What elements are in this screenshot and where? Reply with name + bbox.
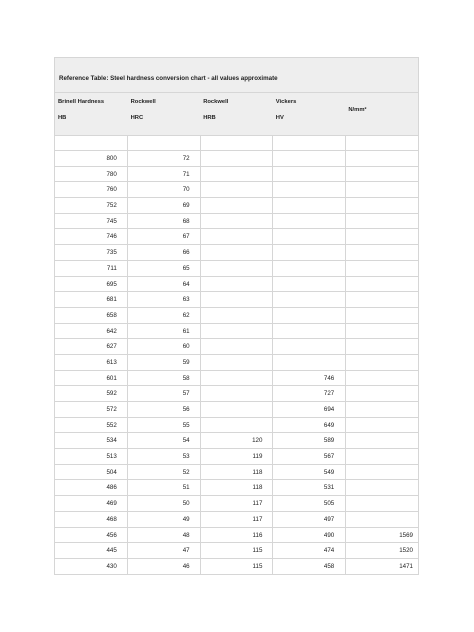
table-cell: 61 xyxy=(128,324,201,340)
table-cell: 118 xyxy=(201,465,274,481)
table-cell: 47 xyxy=(128,543,201,559)
table-cell xyxy=(346,214,419,230)
table-cell: 746 xyxy=(55,229,128,245)
table-cell: 468 xyxy=(55,512,128,528)
table-cell xyxy=(201,167,274,183)
table-row xyxy=(55,418,419,434)
table-cell: 55 xyxy=(128,418,201,434)
table-row xyxy=(55,465,419,481)
table-cell: 49 xyxy=(128,512,201,528)
table-cell xyxy=(346,261,419,277)
table-cell: 116 xyxy=(201,528,274,544)
table-cell xyxy=(273,277,346,293)
table-cell: 627 xyxy=(55,339,128,355)
table-cell: 52 xyxy=(128,465,201,481)
header-unit: HB xyxy=(58,115,67,121)
table-cell: 1520 xyxy=(346,543,419,559)
table-cell: 642 xyxy=(55,324,128,340)
table-cell xyxy=(346,245,419,261)
table-cell: 1471 xyxy=(346,559,419,575)
table-cell: 65 xyxy=(128,261,201,277)
table-cell: 695 xyxy=(55,277,128,293)
table-cell: 118 xyxy=(201,480,274,496)
table-cell xyxy=(346,167,419,183)
table-row xyxy=(55,355,419,371)
table-cell: 56 xyxy=(128,402,201,418)
table-row xyxy=(55,559,419,575)
table-cell: 589 xyxy=(273,433,346,449)
table-cell xyxy=(346,136,419,151)
table-cell: 505 xyxy=(273,496,346,512)
table-cell xyxy=(201,214,274,230)
table-cell: 572 xyxy=(55,402,128,418)
header-tensile xyxy=(345,93,418,135)
table-cell xyxy=(346,449,419,465)
table-cell xyxy=(346,277,419,293)
table-cell xyxy=(346,480,419,496)
table-cell: 567 xyxy=(273,449,346,465)
header-vickers xyxy=(273,93,346,135)
table-cell: 64 xyxy=(128,277,201,293)
table-row xyxy=(55,449,419,465)
table-cell: 117 xyxy=(201,496,274,512)
table-cell xyxy=(201,277,274,293)
table-cell xyxy=(346,182,419,198)
table-cell: 601 xyxy=(55,371,128,387)
table-cell: 54 xyxy=(128,433,201,449)
header-rockwell-hrc xyxy=(128,93,201,135)
header-label: Brinell Hardness xyxy=(58,99,105,105)
table-row xyxy=(55,339,419,355)
table-row xyxy=(55,402,419,418)
table-row xyxy=(55,245,419,261)
table-cell xyxy=(346,386,419,402)
table-cell xyxy=(346,308,419,324)
table-cell: 658 xyxy=(55,308,128,324)
table-cell xyxy=(346,355,419,371)
empty-row xyxy=(55,136,419,151)
table-cell: 115 xyxy=(201,543,274,559)
table-cell xyxy=(346,512,419,528)
table-cell xyxy=(273,339,346,355)
table-cell: 67 xyxy=(128,229,201,245)
table-cell: 534 xyxy=(55,433,128,449)
table-cell xyxy=(201,355,274,371)
table-cell: 57 xyxy=(128,386,201,402)
table-row xyxy=(55,308,419,324)
table-cell: 711 xyxy=(55,261,128,277)
table-cell xyxy=(346,339,419,355)
table-cell: 800 xyxy=(55,151,128,167)
table-row xyxy=(55,292,419,308)
table-cell: 694 xyxy=(273,402,346,418)
table-cell: 552 xyxy=(55,418,128,434)
table-cell: 53 xyxy=(128,449,201,465)
table-title: Reference Table: Steel hardness conversion chart - all values approximate xyxy=(54,57,419,93)
table-cell xyxy=(346,371,419,387)
table-cell: 117 xyxy=(201,512,274,528)
table-cell xyxy=(201,261,274,277)
header-label: Vickers xyxy=(275,99,297,105)
table-cell: 68 xyxy=(128,214,201,230)
table-cell xyxy=(201,418,274,434)
table-cell xyxy=(273,167,346,183)
table-cell: 46 xyxy=(128,559,201,575)
table-cell: 71 xyxy=(128,167,201,183)
table-header xyxy=(54,93,419,136)
table-cell xyxy=(273,214,346,230)
table-cell: 592 xyxy=(55,386,128,402)
table-cell xyxy=(346,292,419,308)
table-cell: 63 xyxy=(128,292,201,308)
table-cell: 66 xyxy=(128,245,201,261)
table-cell: 48 xyxy=(128,528,201,544)
table-cell: 752 xyxy=(55,198,128,214)
table-cell: 458 xyxy=(273,559,346,575)
table-cell: 69 xyxy=(128,198,201,214)
table-cell xyxy=(273,324,346,340)
table-row xyxy=(55,433,419,449)
header-unit: HRC xyxy=(130,115,144,121)
table-cell xyxy=(273,292,346,308)
table-cell: 549 xyxy=(273,465,346,481)
table-cell xyxy=(201,292,274,308)
table-cell: 50 xyxy=(128,496,201,512)
table-cell xyxy=(273,245,346,261)
table-cell xyxy=(346,433,419,449)
header-unit: HV xyxy=(275,115,284,121)
table-cell: 72 xyxy=(128,151,201,167)
table-row xyxy=(55,277,419,293)
table-cell: 456 xyxy=(55,528,128,544)
table-cell xyxy=(201,229,274,245)
table-cell: 70 xyxy=(128,182,201,198)
table-row xyxy=(55,371,419,387)
table-cell xyxy=(346,465,419,481)
table-cell xyxy=(201,136,274,151)
table-row xyxy=(55,261,419,277)
table-cell: 445 xyxy=(55,543,128,559)
table-row xyxy=(55,480,419,496)
table-cell xyxy=(201,339,274,355)
hardness-table xyxy=(54,57,419,575)
table-cell: 119 xyxy=(201,449,274,465)
table-cell xyxy=(201,245,274,261)
table-cell: 735 xyxy=(55,245,128,261)
table-cell xyxy=(273,229,346,245)
table-row xyxy=(55,386,419,402)
table-cell xyxy=(346,198,419,214)
table-cell xyxy=(273,261,346,277)
table-cell xyxy=(128,136,201,151)
table-cell xyxy=(273,198,346,214)
table-row xyxy=(55,182,419,198)
table-cell: 58 xyxy=(128,371,201,387)
table-row xyxy=(55,198,419,214)
header-brinell xyxy=(55,93,128,135)
table-cell: 115 xyxy=(201,559,274,575)
table-row xyxy=(55,151,419,167)
table-cell: 760 xyxy=(55,182,128,198)
table-cell: 474 xyxy=(273,543,346,559)
table-cell xyxy=(201,198,274,214)
table-cell xyxy=(201,308,274,324)
table-row xyxy=(55,528,419,544)
table-cell xyxy=(273,151,346,167)
table-cell: 1569 xyxy=(346,528,419,544)
table-cell xyxy=(346,151,419,167)
table-cell xyxy=(346,402,419,418)
table-cell: 681 xyxy=(55,292,128,308)
table-cell: 746 xyxy=(273,371,346,387)
table-cell xyxy=(346,496,419,512)
header-label: Rockwell xyxy=(203,99,229,105)
table-cell xyxy=(346,324,419,340)
header-rockwell-hrb xyxy=(200,93,273,135)
table-cell: 430 xyxy=(55,559,128,575)
table-cell xyxy=(55,136,128,151)
table-cell: 504 xyxy=(55,465,128,481)
table-cell xyxy=(201,151,274,167)
table-row xyxy=(55,229,419,245)
table-cell xyxy=(273,308,346,324)
table-cell: 780 xyxy=(55,167,128,183)
table-cell xyxy=(346,229,419,245)
table-row xyxy=(55,324,419,340)
table-row xyxy=(55,214,419,230)
table-cell xyxy=(201,402,274,418)
table-cell xyxy=(201,324,274,340)
table-cell: 469 xyxy=(55,496,128,512)
table-row xyxy=(55,512,419,528)
table-cell: 649 xyxy=(273,418,346,434)
table-cell: 486 xyxy=(55,480,128,496)
table-cell: 531 xyxy=(273,480,346,496)
header-unit: N/mm² xyxy=(348,107,367,113)
table-cell xyxy=(273,136,346,151)
table-cell: 513 xyxy=(55,449,128,465)
table-cell: 727 xyxy=(273,386,346,402)
table-row xyxy=(55,496,419,512)
header-label: Rockwell xyxy=(130,99,156,105)
table-cell: 120 xyxy=(201,433,274,449)
table-cell: 745 xyxy=(55,214,128,230)
table-cell: 490 xyxy=(273,528,346,544)
table-cell xyxy=(346,418,419,434)
table-cell xyxy=(201,371,274,387)
header-unit: HRB xyxy=(203,115,216,121)
table-row xyxy=(55,543,419,559)
table-cell xyxy=(201,386,274,402)
table-cell xyxy=(273,355,346,371)
table-cell: 613 xyxy=(55,355,128,371)
table-cell xyxy=(201,182,274,198)
table-cell xyxy=(273,182,346,198)
table-cell: 60 xyxy=(128,339,201,355)
table-body xyxy=(54,136,419,575)
data-rows xyxy=(55,151,419,575)
table-cell: 51 xyxy=(128,480,201,496)
table-cell: 497 xyxy=(273,512,346,528)
table-cell: 62 xyxy=(128,308,201,324)
table-cell: 59 xyxy=(128,355,201,371)
table-row xyxy=(55,167,419,183)
